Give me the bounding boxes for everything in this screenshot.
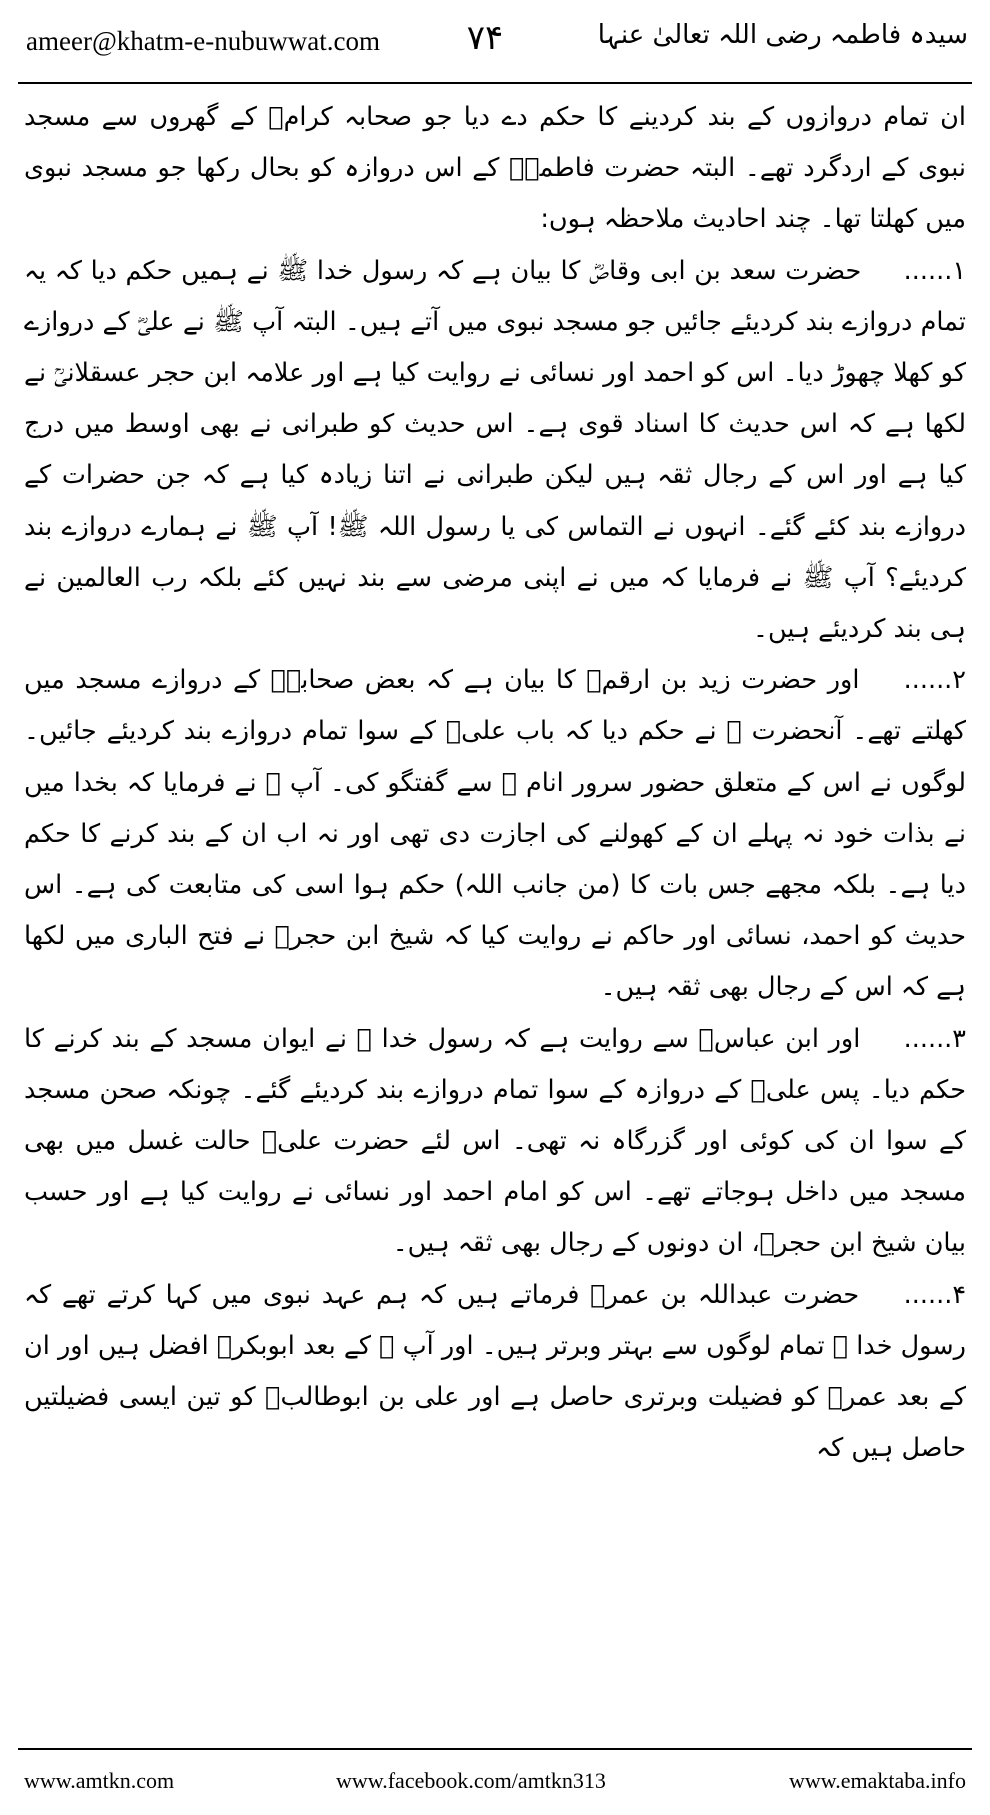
header-email[interactable]: ameer@khatm-e-nubuwwat.com: [26, 26, 380, 56]
hadith-text: حضرت سعد بن ابی وقاصؓ کا بیان ہے کہ رسول خدا ﷺ نے ہمیں حکم دیا کہ یہ تمام دروازے بند کردیئے جائیں جو مسجد نبوی میں آتے ہیں۔ البتہ آپ ﷺ نے علیؓ کے دروازے کو کھلا چھوڑ دیا۔ اس کو احمد اور نسائی نے روایت کیا ہے اور علامہ ابن حجر عسقلانیؒ نے لکھا ہے کہ اس حدیث کا اسناد قوی ہے۔ اس حدیث کو طبرانی نے بھی اوسط میں درج کیا ہے اور اس کے رجال ثقہ ہیں لیکن طبرانی نے اتنا زیادہ کیا ہے کہ جن حضرات کے دروازے بند کئے گئے۔ انہوں نے التماس کی یا رسول اللہ ﷺ! آپ ﷺ نے ہمارے دروازے بند کردیئے؟ آپ ﷺ نے فرمایا کہ میں نے اپنی مرضی سے بند نہیں کئے بلکہ رب العالمین نے ہی بند کردیئے ہیں۔: [24, 255, 966, 645]
intro-paragraph: ان تمام دروازوں کے بند کردینے کا حکم دے دیا جو صحابہ کرامؓ کے گھروں سے مسجد نبوی کے اردگرد تھے۔ البتہ حضرت فاطمہؓ کے اس دروازہ کو بحال رکھا جو مسجد نبوی میں کھلتا تھا۔ چند احادیث ملاحظہ ہوں:: [24, 102, 966, 235]
page-number: ۷۴: [466, 18, 504, 58]
hadith-item-3: [24, 1014, 966, 1270]
footer-link-amtkn[interactable]: www.amtkn.com: [24, 1768, 175, 1793]
page-body: [24, 92, 966, 1697]
hadith-number: ۱......: [903, 255, 966, 286]
footer-link-facebook[interactable]: www.facebook.com/amtkn313: [336, 1768, 606, 1793]
hadith-text: اور ابن عباسؓ سے روایت ہے کہ رسول خدا ﷺ نے ایوان مسجد کے بند کرنے کا حکم دیا۔ پس علیؓ کے دروازہ کے سوا تمام دروازے بند کردیئے گئے۔ چونکہ صحن مسجد کے سوا ان کی کوئی اور گزرگاہ نہ تھی۔ اس لئے حضرت علیؓ حالت غسل میں بھی مسجد میں داخل ہوجاتے تھے۔ اس کو امام احمد اور نسائی نے روایت کیا ہے اور حسب بیان شیخ ابن حجرؒ، ان دونوں کے رجال بھی ثقہ ہیں۔: [24, 1023, 966, 1259]
hadith-item-1: [24, 246, 966, 656]
running-title: سیدہ فاطمہ رضی اللہ تعالیٰ عنہا: [597, 20, 968, 50]
page-header: [0, 0, 990, 92]
hadith-item-4: [24, 1270, 966, 1475]
footer-link-emaktaba[interactable]: www.emaktaba.info: [789, 1768, 966, 1793]
hadith-item-2: [24, 655, 966, 1013]
hadith-text: حضرت عبداللہ بن عمرؓ فرماتے ہیں کہ ہم عہد نبوی میں کہا کرتے تھے کہ رسول خدا ﷺ تمام لوگوں سے بہتر وبرتر ہیں۔ اور آپ ﷺ کے بعد ابوبکرؓ افضل ہیں اور ان کے بعد عمرؓ کو فضیلت وبرتری حاصل ہے اور علی بن ابوطالبؓ کو تین ایسی فضیلتیں حاصل ہیں کہ: [24, 1279, 966, 1464]
page-footer: [0, 1764, 990, 1804]
hadith-number: ۴......: [903, 1279, 966, 1310]
hadith-number: ۳......: [903, 1023, 966, 1054]
header-divider: [18, 82, 972, 84]
hadith-number: ۲......: [903, 665, 966, 696]
footer-divider: [18, 1748, 972, 1750]
hadith-text: اور حضرت زید بن ارقمؓ کا بیان ہے کہ بعض صحابہؓ کے دروازے مسجد میں کھلتے تھے۔ آنحضرت ﷺ نے حکم دیا کہ باب علیؓ کے سوا تمام دروازے بند کردیئے جائیں۔ لوگوں نے اس کے متعلق حضور سرور انام ﷺ سے گفتگو کی۔ آپ ﷺ نے فرمایا کہ بخدا میں نے بذات خود نہ پہلے ان کے کھولنے کی اجازت دی تھی اور نہ اب ان کے بند کرنے کا حکم دیا ہے۔ بلکہ مجھے جس بات کا (من جانب اللہ) حکم ہوا اسی کی متابعت کی ہے۔ اس حدیث کو احمد، نسائی اور حاکم نے روایت کیا کہ شیخ ابن حجرؒ نے فتح الباری میں لکھا ہے کہ اس کے رجال بھی ثقہ ہیں۔: [24, 665, 966, 1003]
